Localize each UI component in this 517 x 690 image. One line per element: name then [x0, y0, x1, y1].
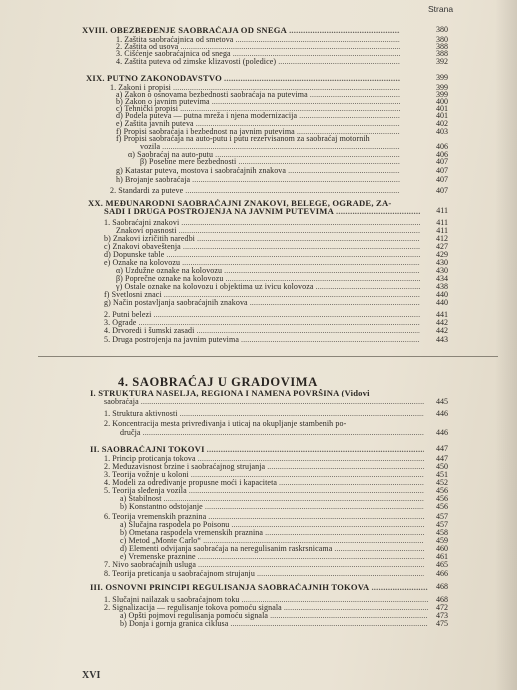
toc-entry-title: h) Brojanje saobraćaja [116, 176, 191, 184]
dot-leader [225, 275, 420, 283]
dot-leader [242, 596, 428, 604]
toc-entry-title: saobraćaja [104, 398, 139, 406]
toc-page-number: 445 [436, 397, 448, 406]
toc-page-number: 466 [436, 569, 448, 578]
toc-entry-title: f) Propisi saobraćaja na auto-putu i putu rezervisanom za saobraćaj motornih [116, 135, 370, 143]
toc-page-number: 442 [436, 318, 448, 327]
dot-leader [166, 251, 420, 259]
dot-leader [279, 479, 424, 487]
toc-entry-title: 3. Ograde [104, 319, 137, 327]
toc-entry-title: d) Podela puteva — putna mreža i njena modernizacija [116, 112, 298, 120]
toc-entry [116, 112, 400, 120]
toc-entry-title: β) Poprečne oznake na kolovozu [116, 275, 224, 283]
dot-leader [138, 319, 420, 327]
dot-leader [278, 58, 400, 66]
toc-entry [104, 420, 424, 428]
toc-page-number: 452 [436, 478, 448, 487]
toc-page-number: 459 [436, 536, 448, 545]
toc-entry [104, 291, 420, 299]
toc-section-heading [104, 207, 420, 215]
dot-leader [238, 158, 400, 166]
dot-leader [336, 207, 420, 215]
dot-leader [185, 187, 400, 195]
dot-leader [164, 495, 424, 503]
toc-entry-title: XX. MEĐUNARODNI SAOBRAĆAJNI ZNAKOVI, BELEGE, OGRADE, ZA- [88, 199, 392, 207]
toc-entry-title: 5. Druga postrojenja na javnim putevima [104, 336, 239, 344]
toc-page-number: 468 [436, 582, 448, 591]
toc-page-number: 438 [436, 282, 448, 291]
dot-leader [181, 219, 420, 227]
dot-leader [224, 267, 420, 275]
toc-entry [116, 120, 400, 128]
toc-page-number: 461 [436, 552, 448, 561]
toc-entry-title: Znakovi opasnosti [116, 227, 177, 235]
toc-page-number: 447 [436, 444, 448, 453]
dot-leader [224, 74, 400, 82]
toc-entry [104, 604, 428, 612]
toc-section-heading [90, 389, 424, 397]
toc-page-number: 403 [436, 127, 448, 136]
toc-page-number: 450 [436, 462, 448, 471]
toc-page-number: 380 [436, 35, 448, 44]
toc-page-number: 440 [436, 290, 448, 299]
toc-entry [140, 143, 400, 151]
toc-entry-title: d) Dopunske table [104, 251, 165, 259]
toc-page-number: 411 [436, 218, 448, 227]
dot-leader [241, 336, 420, 344]
toc-entry [116, 227, 420, 235]
toc-entry [104, 513, 424, 521]
toc-entry-title: c) Tehnički propisi [116, 105, 179, 113]
toc-page-number: 401 [436, 111, 448, 120]
toc-entry [104, 251, 420, 259]
toc-entry-title: III. OSNOVNI PRINCIPI REGULISANJA SAOBRAĆAJNIH TOKOVA [90, 583, 370, 591]
toc-entry-title: 1. Zaštita saobraćajnica od smetova [116, 36, 234, 44]
toc-page-number: 473 [436, 611, 448, 620]
toc-entry [104, 463, 424, 471]
dot-leader [164, 291, 420, 299]
toc-entry-title: b) Konstantno odstojanje [120, 503, 203, 511]
dot-leader [198, 553, 424, 561]
dot-leader [203, 537, 424, 545]
toc-entry [120, 429, 424, 437]
toc-entry-title: 2. Putni belezi [104, 311, 152, 319]
toc-entry [104, 219, 420, 227]
toc-section-heading [82, 26, 400, 34]
toc-page-number: 458 [436, 528, 448, 537]
toc-page-number: 406 [436, 150, 448, 159]
toc-entry [140, 158, 400, 166]
toc-page-number: 400 [436, 97, 448, 106]
toc-entry [110, 187, 400, 195]
toc-entry-title: e) Oznake na kolovozu [104, 259, 181, 267]
dot-leader [143, 429, 424, 437]
toc-page-number: 412 [436, 234, 448, 243]
toc-entry [116, 176, 400, 184]
toc-page-number: 456 [436, 502, 448, 511]
toc-page-number: 399 [436, 90, 448, 99]
toc-page-number: 427 [436, 242, 448, 251]
dot-leader [182, 259, 420, 267]
toc-entry-title: 2. Zaštita od usova [116, 43, 179, 51]
toc-entry [120, 537, 424, 545]
toc-entry-title: I. STRUKTURA NASELJA, REGIONA I NAMENA POVRŠINA (Vidovi [90, 389, 370, 397]
toc-page-number: 388 [436, 42, 448, 51]
toc-entry-title: 1. Slučajni nailazak u saobraćajnom toku [104, 596, 240, 604]
section-divider [38, 356, 498, 357]
toc-page-number: 468 [436, 595, 448, 604]
toc-section-heading [90, 445, 424, 453]
toc-entry-title: b) Ometana raspodela vremenskih praznina [120, 529, 264, 537]
toc-page-number: 456 [436, 486, 448, 495]
toc-page-number: 380 [436, 25, 448, 34]
dot-leader [257, 570, 424, 578]
toc-section-heading [90, 583, 428, 591]
dot-leader [205, 503, 424, 511]
dot-leader [299, 112, 400, 120]
toc-entry-title: SADI I DRUGA POSTROJENJA NA JAVNIM PUTEVIMA [104, 207, 334, 215]
toc-page-number: 407 [436, 166, 448, 175]
toc-page-number: 465 [436, 560, 448, 569]
dot-leader [141, 398, 424, 406]
page-curl-shadow [495, 0, 517, 690]
toc-page-number: 475 [436, 619, 448, 628]
toc-entry [120, 620, 428, 628]
toc-page-number: 457 [436, 512, 448, 521]
toc-entry-title: 1. Zakoni i propisi [110, 84, 172, 92]
toc-entry-title: a) Stabilnost [120, 495, 162, 503]
toc-entry [104, 479, 424, 487]
toc-page-number: 401 [436, 104, 448, 113]
toc-entry-title: 5. Teorija slеđenja vozila [104, 487, 187, 495]
toc-entry [104, 570, 424, 578]
toc-entry-title: 1. Saobraćajni znakovi [104, 219, 180, 227]
toc-entry-title: α) Saobraćaj na auto-putu [128, 151, 214, 159]
toc-entry-title: f) Svetlosni znaci [104, 291, 162, 299]
toc-entry-title: α) Uzdužne oznake na kolovozu [116, 267, 223, 275]
dot-leader [265, 529, 424, 537]
toc-entry-title: 1. Princip proticanja tokova [104, 455, 196, 463]
dot-leader [284, 604, 428, 612]
dot-leader [198, 561, 424, 569]
toc-page-number: 441 [436, 310, 448, 319]
toc-entry-title: g) Katastar puteva, mostova i saobraćajnih znakova [116, 167, 287, 175]
toc-page-number: 407 [436, 157, 448, 166]
toc-entry-title: II. SAOBRAĆAJNI TOKOVI [90, 445, 205, 453]
toc-entry-title: c) Metod „Monte Carlo“ [120, 537, 202, 545]
toc-entry [104, 455, 424, 463]
toc-entry-title: g) Način postavljanja saobraćajnih znakova [104, 299, 248, 307]
dot-leader [189, 487, 424, 495]
toc-page-number: 430 [436, 258, 448, 267]
toc-entry [120, 503, 424, 511]
toc-entry [116, 58, 400, 66]
toc-page-number: 446 [436, 428, 448, 437]
toc-entry-title: a) Slučajna raspodela po Poisonu [120, 521, 230, 529]
toc-page-number: 451 [436, 470, 448, 479]
toc-entry-title: dručja [120, 429, 141, 437]
toc-entry-title: 1. Struktura aktivnosti [104, 410, 178, 418]
dot-leader [196, 120, 400, 128]
toc-entry-title: c) Znakovi obaveštenja [104, 243, 181, 251]
toc-entry-title: b) Znakovi izričitih naredbi [104, 235, 195, 243]
dot-leader [230, 620, 428, 628]
toc-entry [120, 529, 424, 537]
toc-entry-title: 3. Teorija vožnje u koloni [104, 471, 189, 479]
toc-page-number: 399 [436, 73, 448, 82]
toc-entry [104, 410, 424, 418]
toc-entry-title: e) Vremenske praznine [120, 553, 196, 561]
toc-entry [104, 243, 420, 251]
toc-page-number: 392 [436, 57, 448, 66]
toc-entry [120, 521, 424, 529]
dot-leader [191, 471, 424, 479]
toc-entry-title: γ) Ostale oznake na kolovozu i objektima uz ivicu kolovoza [116, 283, 314, 291]
dot-leader [162, 143, 400, 151]
dot-leader [334, 545, 424, 553]
toc-entry [104, 299, 420, 307]
toc-entry-title: f) Propisi saobraćaja i bezbednost na javnim putevima [116, 128, 295, 136]
toc-page-number: 399 [436, 83, 448, 92]
toc-entry-title: d) Elementi odvijanja saobraćaja na neregulisanim raskrsnicama [120, 545, 333, 553]
toc-page-number: 456 [436, 494, 448, 503]
column-header-strana: Strana [428, 4, 454, 14]
toc-entry-title: e) Zaštita javnih puteva [116, 120, 194, 128]
toc-entry [104, 596, 428, 604]
toc-entry-title: 2. Koncentracija mesta privređivanja i uticaj na okupljanje stambenih po- [104, 420, 347, 428]
page-number: XVI [82, 670, 101, 681]
toc-entry [116, 135, 400, 143]
dot-leader [289, 26, 400, 34]
dot-leader [197, 235, 420, 243]
toc-page-number: 407 [436, 186, 448, 195]
dot-leader [250, 299, 420, 307]
toc-entry [120, 545, 424, 553]
toc-page-number: 402 [436, 119, 448, 128]
toc-page-number: 443 [436, 335, 448, 344]
dot-leader [267, 463, 424, 471]
dot-leader [316, 283, 421, 291]
toc-page-number: 434 [436, 274, 448, 283]
toc-page-number: 411 [436, 226, 448, 235]
dot-leader [180, 410, 424, 418]
toc-entry-title: b) Donja i gornja granica ciklusa [120, 620, 229, 628]
toc-page-number: 446 [436, 409, 448, 418]
dot-leader [196, 327, 420, 335]
toc-entry [116, 50, 400, 58]
toc-page-number: 460 [436, 544, 448, 553]
dot-leader [198, 455, 424, 463]
toc-entry [104, 336, 420, 344]
toc-entry [116, 275, 420, 283]
toc-page-number: 407 [436, 175, 448, 184]
toc-page-number: 411 [436, 206, 448, 215]
toc-entry [104, 319, 420, 327]
toc-entry-title: 3. Čišćenje saobraćajnica od snega [116, 50, 231, 58]
toc-page-number: 472 [436, 603, 448, 612]
toc-page-number: 440 [436, 298, 448, 307]
toc-entry [104, 327, 420, 335]
dot-leader [288, 167, 400, 175]
toc-page-number: 406 [436, 142, 448, 151]
toc-entry [104, 398, 424, 406]
toc-page-number: 429 [436, 250, 448, 259]
toc-entry-title: XIX. PUTNO ZAKONODAVSTVO [86, 74, 223, 82]
toc-page-number: 388 [436, 49, 448, 58]
toc-entry [116, 167, 400, 175]
dot-leader [233, 50, 400, 58]
toc-section-heading [86, 74, 400, 82]
toc-entry-title: 8. Teorija preticanja u saobraćajnom strujanju [104, 570, 255, 578]
dot-leader [154, 311, 421, 319]
dot-leader [207, 445, 424, 453]
toc-entry-title: vozila [140, 143, 161, 151]
toc-entry-title: 2. Signalizacija — regulisanje tokova pomoću signala [104, 604, 282, 612]
toc-page-number: 447 [436, 454, 448, 463]
toc-entry [120, 553, 424, 561]
dot-leader [179, 227, 420, 235]
chapter-title: 4. SAOBRAĆAJ U GRADOVIMA [118, 375, 318, 389]
toc-entry-title: β) Posebne mere bezbednosti [140, 158, 237, 166]
toc-page-number: 430 [436, 266, 448, 275]
toc-entry [104, 471, 424, 479]
toc-page-number: 442 [436, 326, 448, 335]
toc-entry [104, 311, 420, 319]
toc-page-number: 457 [436, 520, 448, 529]
toc-entry [120, 612, 428, 620]
toc-entry [120, 495, 424, 503]
toc-entry-title: a) Opšti pojmovi regulisanja pomoću signala [120, 612, 269, 620]
toc-entry-title: 2. Standardi za puteve [110, 187, 184, 195]
dot-leader [270, 612, 428, 620]
toc-entry [116, 267, 420, 275]
toc-entry [116, 283, 420, 291]
dot-leader [183, 243, 420, 251]
toc-entry-title: 4. Modeli za određivanje propusne moći i kapaciteta [104, 479, 278, 487]
toc-entry-title: 6. Teorija vremenskih praznina [104, 513, 207, 521]
toc-entry-title: 7. Nivo saobraćajnih usluga [104, 561, 197, 569]
toc-entry-title: 4. Drvoredi i šumski zasadi [104, 327, 195, 335]
toc-entry [104, 487, 424, 495]
dot-leader [231, 521, 424, 529]
toc-section-heading [88, 199, 420, 207]
toc-entry-title: XVIII. OBEZBEĐENJE SAOBRAĆAJA OD SNEGA [82, 26, 288, 34]
dot-leader [192, 176, 400, 184]
toc-entry-title: 2. Međuzavisnost brzine i saobraćajnog strujanja [104, 463, 266, 471]
toc-entry [104, 259, 420, 267]
toc-entry-title: 4. Zaštita puteva od zimske klizavosti (poledice) [116, 58, 277, 66]
dot-leader [208, 513, 424, 521]
toc-entry [104, 561, 424, 569]
toc-entry-title: a) Zakon o osnovama bezbednosti saobraćaja na putevima [116, 91, 308, 99]
toc-entry-title: b) Zakon o javnim putevima [116, 98, 210, 106]
toc-entry [104, 235, 420, 243]
dot-leader [371, 583, 428, 591]
